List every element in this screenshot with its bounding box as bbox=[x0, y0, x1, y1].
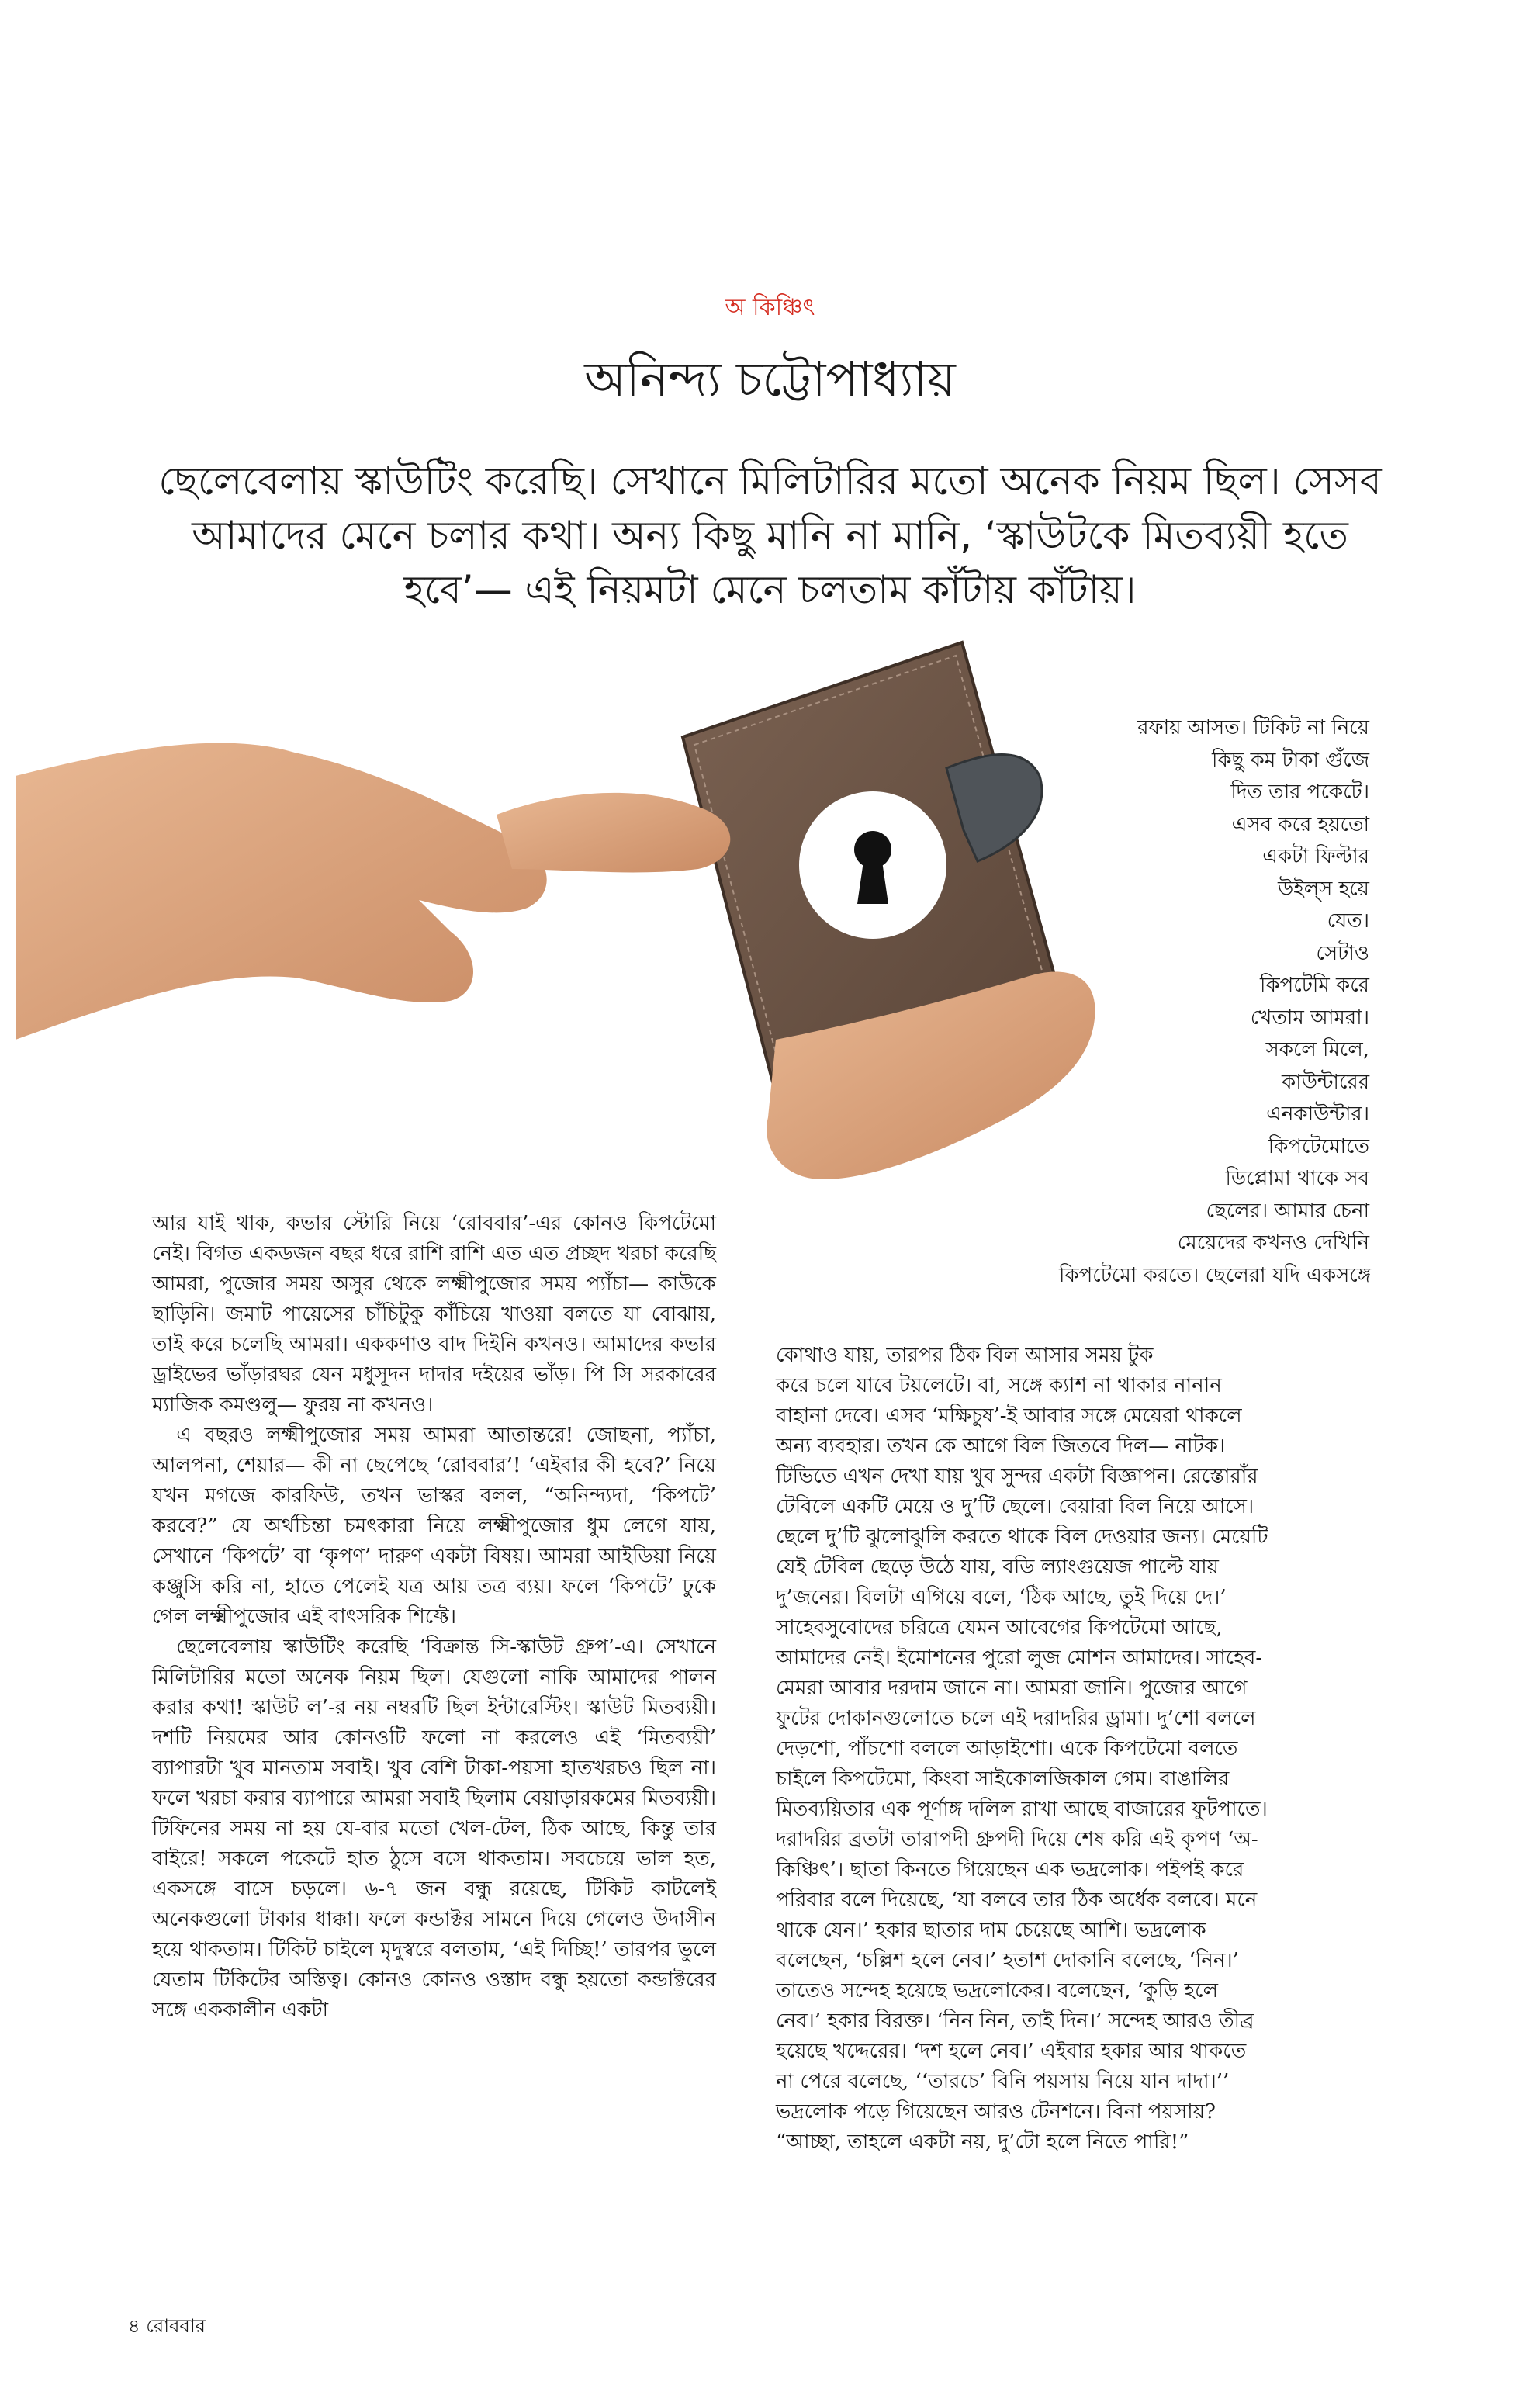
text-line: “আচ্ছা, তাহলে একটা নয়, দু’টো হলে নিতে পারি!” bbox=[776, 2131, 1189, 2154]
wrap-text-column bbox=[1059, 712, 1369, 1292]
wrap-line: খেতাম আমরা। bbox=[1250, 1006, 1369, 1030]
wrap-line: কিছু কম টাকা গুঁজে bbox=[1211, 748, 1369, 772]
wrap-line: ডিপ্লোমা থাকে সব bbox=[1225, 1167, 1369, 1190]
text-line: চাইলে কিপটেমো, কিংবা সাইকোলজিকাল গেম। বাঙালির bbox=[776, 1767, 1230, 1791]
wrap-line: সেটাও bbox=[1316, 941, 1369, 965]
text-line: টিভিতে এখন দেখা যায় খুব সুন্দর একটা বিজ্ঞাপন। রেস্তোরাঁর bbox=[776, 1465, 1258, 1488]
wrap-line: মেয়েদের কখনও দেখিনি bbox=[1177, 1231, 1369, 1255]
wrap-line: কিপটেমো করতে। ছেলেরা যদি একসঙ্গে bbox=[1059, 1263, 1371, 1287]
wrap-line: ছেলের। আমার চেনা bbox=[1206, 1199, 1369, 1223]
text-line: দেড়শো, পাঁচশো বললে আড়াইশো। একে কিপটেমো বলতে bbox=[776, 1737, 1238, 1760]
wrap-line: উইল্স হয়ে bbox=[1277, 877, 1369, 901]
wrap-line: কাউন্টারের bbox=[1281, 1070, 1369, 1094]
text-line: দরাদরির ব্রতটা তারাপদী গ্রুপদী দিয়ে শেষ করি এই কৃপণ ‘অ- bbox=[776, 1828, 1258, 1851]
wrap-line: কিপটেমোতে bbox=[1268, 1134, 1369, 1158]
wrap-line: একটা ফিল্টার bbox=[1262, 845, 1369, 868]
text-line: দু’জনের। বিলটা এগিয়ে বলে, ‘ঠিক আছে, তুই দিয়ে দে।’ bbox=[776, 1586, 1227, 1609]
section-kicker: অ কিঞ্চিৎ bbox=[725, 294, 815, 321]
text-line: তাতেও সন্দেহ হয়েছে ভদ্রলোকের। বলেছেন, ‘কুড়ি হলে bbox=[776, 1979, 1218, 2003]
text-line: করে চলে যাবে টয়লেটে। বা, সঙ্গে ক্যাশ না থাকার নানান bbox=[776, 1374, 1222, 1397]
paragraph: আর যাই থাক, কভার স্টোরি নিয়ে ‘রোববার’-এর কোনও কিপটেমো নেই। বিগত একডজন বছর ধরে রাশি রাশি এত এত প্রচ্ছদ খরচা করেছি আমরা, পুজোর সময় অসুর থেকে লক্ষ্মীপুজোর সময় প্যাঁচা— কাউকে ছাড়িনি। জমাট পায়েসের চাঁচিটুকু কাঁচিয়ে খাওয়া বলতে যা বোঝায়, তাই করে চলেছি আমরা। এককণাও বাদ দিইনি কখনও। আমাদের কভার ড্রাইভের ভাঁড়ারঘর যেন মধুসূদন দাদার দইয়ের ভাঁড়। পি সি সরকারের ম্যাজিক কমণ্ডলু— ফুরয় না কখনও। bbox=[152, 1212, 716, 1417]
left-column bbox=[152, 1209, 716, 2026]
right-column bbox=[776, 1341, 1364, 2158]
text-line: পরিবার বলে দিয়েছে, ‘যা বলবে তার ঠিক অর্ধেক বলবে। মনে bbox=[776, 1888, 1258, 1912]
text-line: না পেরে বলেছে, ‘‘তারচে’ বিনি পয়সায় নিয়ে যান দাদা।’’ bbox=[776, 2070, 1230, 2093]
text-line: মেমরা আবার দরদাম জানে না। আমরা জানি। পুজোর আগে bbox=[776, 1677, 1248, 1700]
text-line: মিতব্যয়িতার এক পূর্ণাঙ্গ দলিল রাখা আছে বাজারের ফুটপাতে। bbox=[776, 1798, 1268, 1821]
text-line: ভদ্রলোক পড়ে গিয়েছেন আরও টেনশনে। বিনা পয়সায়? bbox=[776, 2100, 1216, 2124]
author-name: অনিন্দ্য চট্টোপাধ্যায় bbox=[584, 351, 956, 407]
wrap-line: এনকাউন্টার। bbox=[1266, 1103, 1369, 1126]
page-footer: ৪ রোববার bbox=[128, 2315, 206, 2337]
intro-text: ছেলেবেলায় স্কাউটিং করেছি। সেখানে মিলিটারির মতো অনেক নিয়ম ছিল। সেসব আমাদের মেনে চলার কথা। অন্য কিছু মানি না মানি, ‘স্কাউটকে মিতব্যয়ী হতে হবে’— এই নিয়মটা মেনে চলতাম কাঁটায় কাঁটায়। bbox=[158, 459, 1382, 612]
text-line: কোথাও যায়, তারপর ঠিক বিল আসার সময় টুক bbox=[776, 1344, 1154, 1367]
text-line: যেই টেবিল ছেড়ে উঠে যায়, বডি ল্যাংগুয়েজ পাল্টে যায় bbox=[776, 1556, 1219, 1579]
text-line: আমাদের নেই। ইমোশনের পুরো লুজ মোশন আমাদের। সাহেব- bbox=[776, 1646, 1263, 1670]
paragraph: ছেলেবেলায় স্কাউটিং করেছি ‘বিক্রান্ত সি-স্কাউট গ্রুপ’-এ। সেখানে মিলিটারির মতো অনেক নিয়ম ছিল। যেগুলো নাকি আমাদের পালন করার কথা! স্কাউট ল’-র নয় নম্বরটি ছিল ইন্টারেস্টিং। স্কাউট মিতব্যয়ী। দশটি নিয়মের আর কোনওটি ফলো না করলেও এই ‘মিতব্যয়ী’ ব্যাপারটা খুব মানতাম সবাই। খুব বেশি টাকা-পয়সা হাতখরচও ছিল না। ফলে খরচা করার ব্যাপারে আমরা সবাই ছিলাম বেয়াড়ারকমের মিতব্যয়ী। টিফিনের সময় না হয় যে-বার মতো খেল-টেল, ঠিক আছে, কিন্তু তার বাইরে! সকলে পকেটে হাত ঠুসে বসে থাকতাম। সবচেয়ে ভাল হত, একসঙ্গে বাসে চড়লে। ৬-৭ জন বন্ধু রয়েছে, টিকিট কাটলেই অনেকগুলো টাকার ধাক্কা। ফলে কন্ডাক্টর সামনে দিয়ে গেলেও উদাসীন হয়ে থাকতাম। টিকিট চাইলে মৃদুস্বরে বলতাম, ‘এই দিচ্ছি!’ তারপর ভুলে যেতাম টিকিটের অস্তিত্ব। কোনও কোনও ওস্তাদ বন্ধু হয়তো কন্ডাক্টরের সঙ্গে এককালীন একটা bbox=[152, 1636, 716, 2022]
paragraph: এ বছরও লক্ষ্মীপুজোর সময় আমরা আতান্তরে! জোছনা, প্যাঁচা, আলপনা, শেয়ার— কী না ছেপেছে ‘রোববার’! ‘এইবার কী হবে?’ নিয়ে যখন মগজে কারফিউ, তখন ভাস্কর বলল, “অনিন্দ্যদা, ‘কিপটে’ করবে?” যে অর্থচিন্তা চমৎকারা নিয়ে লক্ষ্মীপুজোর ধুম লেগে যায়, সেখানে ‘কিপটে’ বা ‘কৃপণ’ দারুণ একটা বিষয়। আমরা আইডিয়া নিয়ে কঞ্জুসি করি না, হাতে পেলেই যত্র আয় তত্র ব্যয়। ফলে ‘কিপটে’ ঢুকে গেল লক্ষ্মীপুজোর এই বাৎসরিক শিফ্টে। bbox=[152, 1424, 716, 1629]
text-line: ফুটের দোকানগুলোতে চলে এই দরাদরির ড্রামা। দু’শো বললে bbox=[776, 1707, 1256, 1730]
text-line: বাহানা দেবে। এসব ‘মক্ষিচুষ’-ই আবার সঙ্গে মেয়েরা থাকলে bbox=[776, 1404, 1242, 1428]
wrap-line: দিত তার পকেটে। bbox=[1230, 781, 1369, 804]
text-line: বলেছেন, ‘চল্লিশ হলে নেব।’ হতাশ দোকানি বলেছে, ‘নিন।’ bbox=[776, 1949, 1239, 1972]
wrap-line: কিপটেমি করে bbox=[1260, 974, 1369, 997]
wrap-line: এসব করে হয়তো bbox=[1231, 812, 1369, 836]
left-thumb bbox=[497, 793, 730, 873]
text-line: অন্য ব্যবহার। তখন কে আগে বিল জিতবে দিল— নাটক। bbox=[776, 1435, 1226, 1458]
text-line: নেব।’ হকার বিরক্ত। ‘নিন নিন, তাই দিন।’ সন্দেহ আরও তীব্র bbox=[776, 2009, 1254, 2033]
text-line: থাকে যেন।’ হকার ছাতার দাম চেয়েছে আশি। ভদ্রলোক bbox=[776, 1919, 1206, 1942]
wrap-line: রফায় আসত। টিকিট না নিয়ে bbox=[1137, 716, 1369, 739]
wrap-line: সকলে মিলে, bbox=[1265, 1038, 1369, 1061]
text-line: টেবিলে একটি মেয়ে ও দু’টি ছেলে। বেয়ারা বিল নিয়ে আসে। bbox=[776, 1495, 1254, 1518]
text-line: কিঞ্চিৎ’। ছাতা কিনতে গিয়েছেন এক ভদ্রলোক। পইপই করে bbox=[776, 1858, 1244, 1881]
text-line: হয়েছে খদ্দেরের। ‘দশ হলে নেব।’ এইবার হকার আর থাকতে bbox=[776, 2040, 1247, 2063]
left-hand bbox=[16, 743, 547, 1040]
text-line: সাহেবসুবোদের চরিত্রে যেমন আবেগের কিপটেমো আছে, bbox=[776, 1616, 1223, 1639]
text-line: ছেলে দু’টি ঝুলোঝুলি করতে থাকে বিল দেওয়ার জন্য। মেয়েটি bbox=[776, 1525, 1268, 1549]
wrap-line: যেত। bbox=[1327, 909, 1369, 933]
